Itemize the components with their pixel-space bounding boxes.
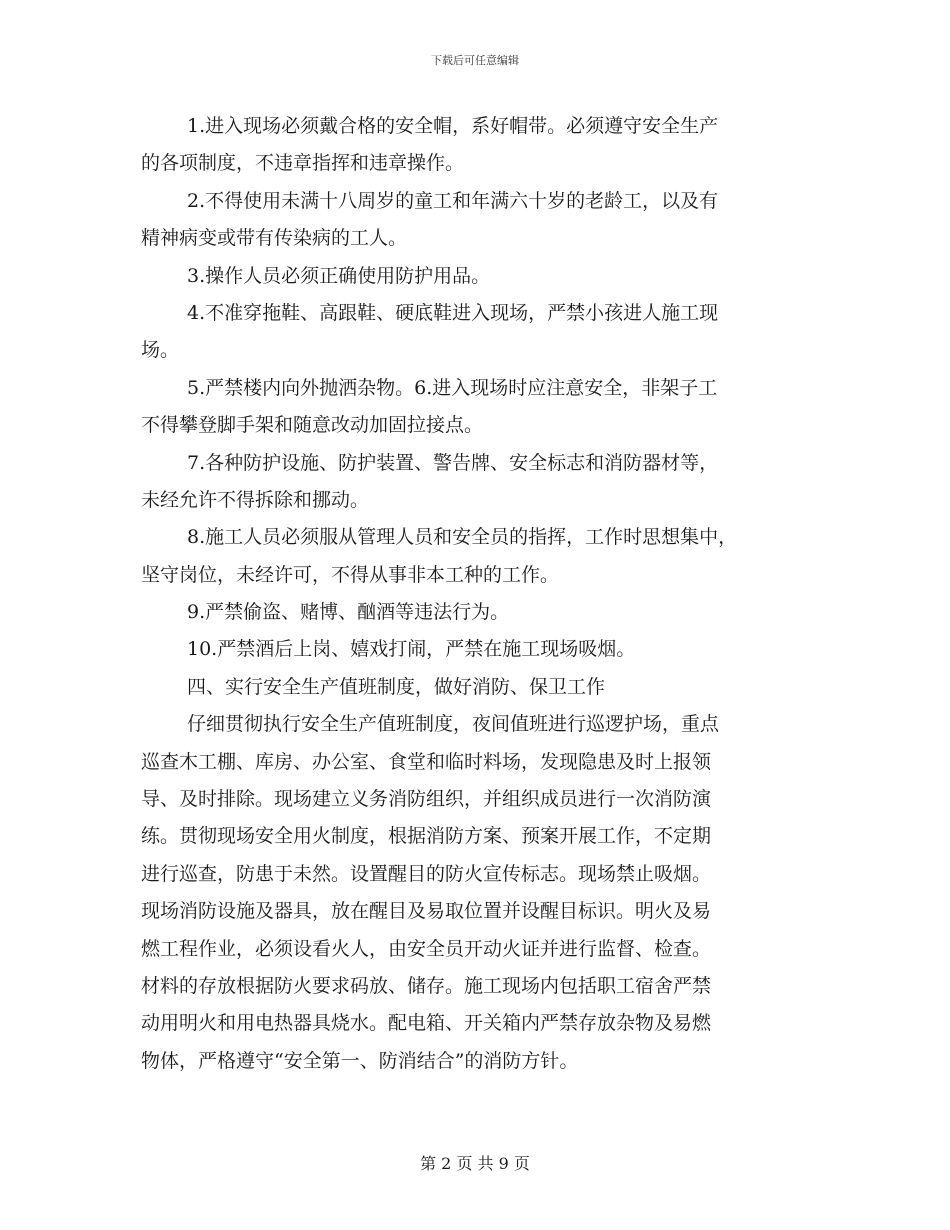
text-line: 仔细贯彻执行安全生产值班制度，夜间值班进行巡逻护场，重点	[187, 713, 720, 736]
text-line: 场。	[141, 339, 180, 362]
text-line: 7.各种防护设施、防护装置、警告牌、安全标志和消防器材等，	[187, 451, 719, 474]
text-line: 练。贯彻现场安全用火制度，根据消防方案、预案开展工作，不定期	[141, 825, 712, 848]
text-line: 1.进入现场必须戴合格的安全帽，系好帽带。必须遵守安全生产	[187, 115, 719, 137]
text-line: 3.操作人员必须正确使用防护用品。	[187, 264, 491, 287]
document-body	[141, 108, 813, 1080]
text-line: 现场消防设施及器具，放在醒目及易取位置并设醒目标识。明火及易	[141, 900, 712, 923]
text-line: 巡查木工棚、库房、办公室、食堂和临时料场，发现隐患及时上报领	[141, 750, 712, 773]
page-header: 下载后可任意编辑	[431, 54, 519, 67]
text-line: 不得攀登脚手架和随意改动加固拉接点。	[141, 414, 484, 437]
text-line: 导、及时排除。现场建立义务消防组织，并组织成员进行一次消防演	[141, 788, 712, 811]
text-line: 进行巡查，防患于未然。设置醒目的防火宣传标志。现场禁止吸烟。	[141, 862, 712, 885]
text-line: 精神病变或带有传染病的工人。	[141, 227, 408, 250]
text-line: 动用明火和用电热器具烧水。配电箱、开关箱内严禁存放杂物及易燃	[141, 1012, 712, 1035]
text-line: 9.严禁偷盗、赌博、酗酒等违法行为。	[187, 601, 510, 624]
section-heading: 四、实行安全生产值班制度，做好消防、保卫工作	[187, 675, 606, 698]
text-line: 物体，严格遵守“安全第一、防消结合”的消防方针。	[141, 1049, 579, 1072]
text-line: 坚守岗位，未经许可，不得从事非本工种的工作。	[141, 563, 560, 586]
text-line: 10.严禁酒后上岗、嬉戏打闹，严禁在施工现场吸烟。	[187, 638, 636, 661]
text-line: 4.不准穿拖鞋、高跟鞋、硬底鞋进入现场，严禁小孩进人施工现	[187, 301, 719, 324]
text-line: 8.施工人员必须服从管理人员和安全员的指挥，工作时思想集中，	[187, 526, 738, 549]
text-line: 未经允许不得拆除和挪动。	[141, 488, 370, 511]
text-line: 的各项制度，不违章指挥和违章操作。	[141, 152, 465, 175]
text-line: 材料的存放根据防火要求码放、储存。施工现场内包括职工宿舍严禁	[141, 974, 712, 997]
text-line: 2.不得使用未满十八周岁的童工和年满六十岁的老龄工，以及有	[187, 189, 719, 212]
page-number: 第 2 页 共 9 页	[420, 1154, 530, 1173]
text-line: 5.严禁楼内向外抛洒杂物。6.进入现场时应注意安全，非架子工	[187, 376, 718, 399]
text-line: 燃工程作业，必须设看火人，由安全员开动火证并进行监督、检查。	[141, 937, 712, 960]
